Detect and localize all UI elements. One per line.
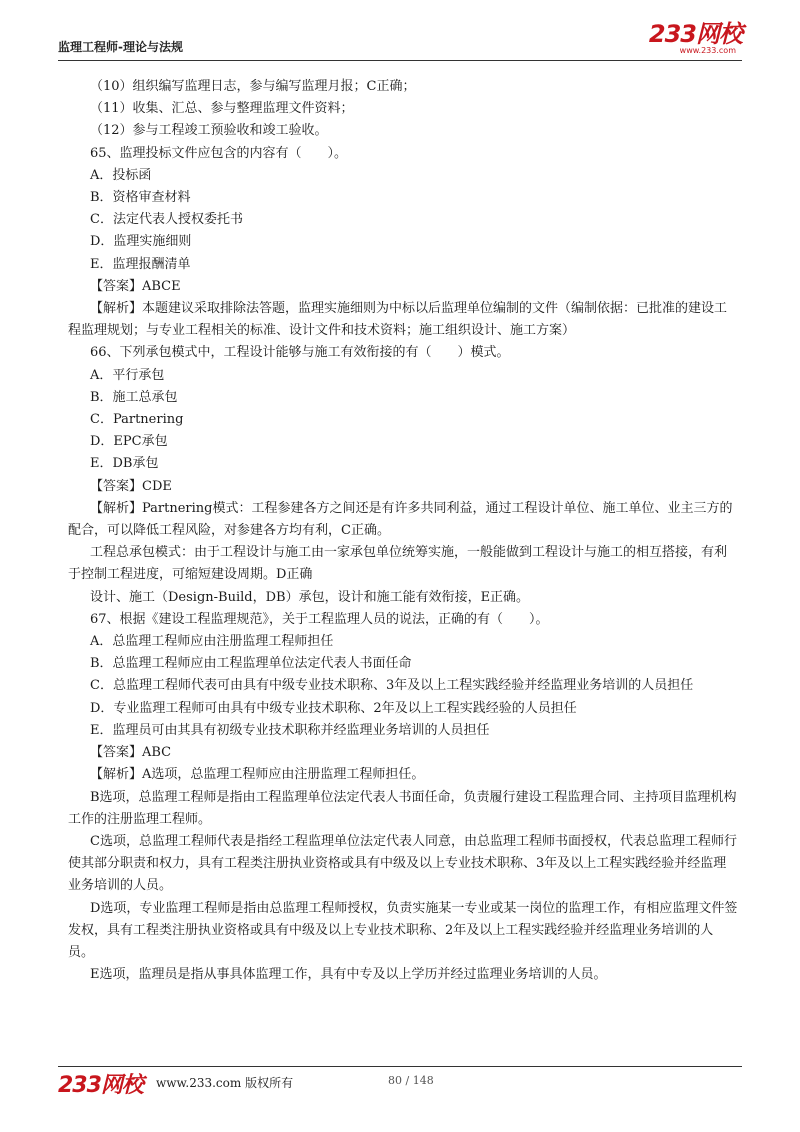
option-b: B．施工总承包 bbox=[90, 389, 178, 405]
footer-logo: 233网校 bbox=[58, 1073, 143, 1098]
analysis-paragraph: B选项，总监理工程师是指由工程监理单位法定代表人书面任命，负责履行建设工程监理合同、主持项目监理机构工作的注册监理工程师。 bbox=[68, 789, 737, 827]
option-a: A．平行承包 bbox=[90, 367, 165, 383]
option-a: A．投标函 bbox=[90, 167, 152, 183]
logo-url: www.233.com bbox=[679, 46, 736, 55]
answer: 【答案】CDE bbox=[90, 478, 172, 494]
option-d: D．EPC承包 bbox=[90, 434, 168, 450]
option-c: C．总监理工程师代表可由具有中级专业技术职称、3年及以上工程实践经验并经监理业务培训的人员担任 bbox=[90, 678, 694, 694]
header-divider bbox=[58, 60, 742, 61]
logo-text: 233网校 bbox=[648, 20, 742, 48]
answer: 【答案】ABCE bbox=[90, 278, 181, 294]
option-b: B．资格审查材料 bbox=[90, 190, 191, 206]
option-e: E．DB承包 bbox=[90, 456, 159, 472]
analysis-paragraph: 【解析】A选项，总监理工程师应由注册监理工程师担任。 bbox=[90, 767, 425, 783]
analysis-paragraph: E选项，监理员是指从事具体监理工作，具有中专及以上学历并经过监理业务培训的人员。 bbox=[90, 967, 607, 983]
question-65: 65、监理投标文件应包含的内容有（ ）。 bbox=[90, 145, 348, 161]
brand-logo bbox=[649, 22, 742, 56]
option-e: E．监理报酬清单 bbox=[90, 256, 191, 272]
page-number: 80 / 148 bbox=[388, 1074, 434, 1087]
question-66: 66、下列承包模式中，工程设计能够与施工有效衔接的有（ ）模式。 bbox=[90, 345, 510, 361]
analysis-paragraph: 【解析】本题建议采取排除法答题，监理实施细则为中标以后监理单位编制的文件（编制依据：已批准的建设工程监理规划；与专业工程相关的标准、设计文件和技术资料；施工组织设计、施工方案） bbox=[68, 301, 728, 339]
analysis-paragraph: 工程总承包模式：由于工程设计与施工由一家承包单位统筹实施，一般能做到工程设计与施工的相互搭接，有利于控制工程进度，可缩短建设周期。D正确 bbox=[68, 545, 728, 583]
answer: 【答案】ABC bbox=[90, 745, 172, 761]
analysis-paragraph: 【解析】Partnering模式：工程参建各方之间还是有许多共同利益，通过工程设计单位、施工单位、业主三方的配合，可以降低工程风险，对参建各方均有利，C正确。 bbox=[68, 500, 733, 539]
analysis-paragraph: D选项，专业监理工程师是指由总监理工程师授权，负责实施某一专业或某一岗位的监理工作，有相应监理文件签发权，具有工程类注册执业资格或具有中级及以上专业技术职称、2年及以上工程实践经验并经监理业务培训的人员。 bbox=[68, 900, 738, 960]
option-d: D．专业监理工程师可由具有中级专业技术职称、2年及以上工程实践经验的人员担任 bbox=[90, 700, 577, 716]
document-title: 监理工程师-理论与法规 bbox=[58, 40, 183, 54]
page-header bbox=[58, 22, 742, 62]
question-67: 67、根据《建设工程监理规范》，关于工程监理人员的说法，正确的有（ ）。 bbox=[90, 611, 549, 627]
document-body bbox=[68, 76, 738, 986]
text-line: （12）参与工程竣工预验收和竣工验收。 bbox=[90, 123, 328, 139]
footer-divider bbox=[58, 1066, 742, 1067]
page-footer bbox=[58, 1068, 742, 1098]
analysis-paragraph: C选项，总监理工程师代表是指经工程监理单位法定代表人同意，由总监理工程师书面授权，代表总监理工程师行使其部分职责和权力，具有工程类注册执业资格或具有中级及以上专业技术职称、3年及以上工程实践经验并经监理业务培训的人员。 bbox=[68, 833, 737, 894]
option-b: B．总监理工程师应由工程监理单位法定代表人书面任命 bbox=[90, 656, 412, 672]
text-line: （10）组织编写监理日志，参与编写监理月报；C正确； bbox=[90, 79, 416, 94]
analysis-paragraph: 设计、施工（Design-Build，DB）承包，设计和施工能有效衔接，E正确。 bbox=[90, 589, 530, 605]
option-a: A．总监理工程师应由注册监理工程师担任 bbox=[90, 634, 334, 650]
text-line: （11）收集、汇总、参与整理监理文件资料； bbox=[90, 101, 354, 117]
option-c: C．法定代表人授权委托书 bbox=[90, 212, 243, 228]
option-e: E．监理员可由其具有初级专业技术职称并经监理业务培训的人员担任 bbox=[90, 722, 490, 738]
option-d: D．监理实施细则 bbox=[90, 234, 192, 250]
copyright-text: www.233.com 版权所有 bbox=[156, 1076, 294, 1090]
option-c: C．Partnering bbox=[90, 412, 184, 428]
